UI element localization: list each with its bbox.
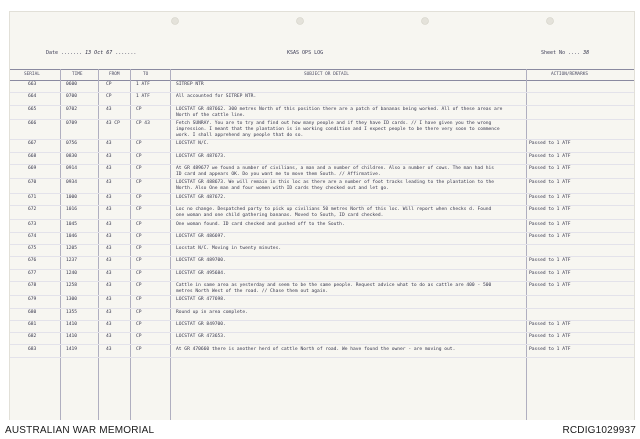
from-cell: 43 (106, 309, 112, 315)
from-cell: CP (106, 94, 112, 100)
from-cell: 43 (106, 207, 112, 213)
from-cell: 43 (106, 194, 112, 200)
time-cell: 0914 (66, 166, 78, 172)
subject-cell (176, 94, 526, 100)
subject-cell (176, 222, 526, 228)
subject-line: North of the cattle line. (176, 112, 246, 118)
from-cell: 43 (106, 106, 112, 112)
serial-cell: 664 (28, 94, 37, 100)
subject-cell (176, 234, 526, 240)
subject-cell (176, 271, 526, 277)
time-cell: 1258 (66, 283, 78, 289)
to-cell: CP 43 (136, 121, 150, 127)
serial-cell: 665 (28, 106, 37, 112)
from-cell: 43 CP (106, 121, 120, 127)
to-cell: CP (136, 221, 142, 227)
log-row (10, 80, 634, 93)
column-action: ACTION/REMARKS (551, 72, 589, 77)
from-cell: 43 (106, 297, 112, 303)
serial-cell: 678 (28, 283, 37, 289)
action-cell: Passed to 1 ATF (529, 180, 571, 186)
to-cell: CP (136, 106, 142, 112)
serial-cell: 682 (28, 334, 37, 340)
log-row (10, 178, 634, 193)
subject-line: LOCSTAT GR 487662. 300 metres North of this position there are a patch of bananas being worked. All of these areas are (176, 106, 503, 112)
time-cell: 1046 (66, 233, 78, 239)
to-cell: CP (136, 270, 142, 276)
footer-record-id: RCDIG1029937 (562, 425, 636, 436)
log-row (10, 232, 634, 245)
time-cell: 1419 (66, 346, 78, 352)
to-cell: CP (136, 246, 142, 252)
punch-holes (10, 12, 634, 32)
subject-line: Cattle in same area as yesterday and seem to be the same people. Request advice what to do as cattle are 400 - 500 (176, 283, 492, 289)
from-cell: 43 (106, 258, 112, 264)
to-cell: CP (136, 194, 142, 200)
action-cell: Passed to 1 ATF (529, 322, 571, 328)
log-row (10, 295, 634, 308)
log-sheet (9, 11, 635, 421)
to-cell: 1 ATF (136, 94, 150, 100)
action-cell: Passed to 1 ATF (529, 166, 571, 172)
action-cell: Passed to 1 ATF (529, 141, 571, 147)
to-cell: CP (136, 233, 142, 239)
action-cell: Passed to 1 ATF (529, 207, 571, 213)
to-cell: CP (136, 283, 142, 289)
subject-cell (176, 334, 526, 340)
time-cell: 1300 (66, 297, 78, 303)
subject-cell (176, 166, 526, 178)
serial-cell: 672 (28, 207, 37, 213)
subject-line: North. Also One man and four women with ID cards they checked out and let go. (176, 186, 389, 192)
subject-line: Fetch SUNRAY. You are to try and find out how many people and if they have ID cards. // I have given you the wrong (176, 121, 492, 127)
serial-cell: 667 (28, 141, 37, 147)
archive-footer (0, 420, 640, 439)
action-cell: Passed to 1 ATF (529, 221, 571, 227)
column-subject: SUBJECT OR DETAIL (304, 72, 349, 77)
subject-cell (176, 246, 526, 252)
column-from: FROM (109, 72, 120, 77)
subject-cell (176, 258, 526, 264)
log-row (10, 332, 634, 345)
serial-cell: 670 (28, 180, 37, 186)
subject-line: Loc no change. Despatched party to pick up civilians 50 metres North of this loc. Will report when checks d. Found (176, 207, 492, 213)
serial-cell: 681 (28, 322, 37, 328)
action-cell: Passed to 1 ATF (529, 346, 571, 352)
from-cell: 43 (106, 346, 112, 352)
subject-line: All accounted for SITREP NTR. (176, 94, 257, 100)
log-row (10, 308, 634, 321)
time-cell: 1355 (66, 309, 78, 315)
subject-cell (176, 207, 526, 219)
subject-cell (176, 297, 526, 303)
subject-line: one woman and one child gathering bananas. Moved to South, ID card checked. (176, 213, 384, 219)
to-cell: CP (136, 346, 142, 352)
serial-cell: 673 (28, 221, 37, 227)
from-cell: 43 (106, 334, 112, 340)
to-cell: CP (136, 141, 142, 147)
sheet-value: 38 (583, 50, 590, 56)
log-row (10, 164, 634, 179)
time-cell: 0702 (66, 106, 78, 112)
subject-cell (176, 195, 526, 201)
log-row (10, 345, 634, 358)
time-cell: 0600 (66, 82, 78, 88)
to-cell: CP (136, 153, 142, 159)
time-cell: 1045 (66, 221, 78, 227)
log-row (10, 92, 634, 105)
subject-cell (176, 180, 526, 192)
subject-line: LOCSTAT GR 473653. (176, 334, 226, 340)
action-cell: Passed to 1 ATF (529, 194, 571, 200)
subject-cell (176, 283, 526, 295)
subject-line: LOCSTAT GR 486697. (176, 233, 226, 239)
from-cell: 43 (106, 221, 112, 227)
time-cell: 1240 (66, 270, 78, 276)
to-cell: CP (136, 322, 142, 328)
serial-cell: 666 (28, 121, 37, 127)
from-cell: 43 (106, 283, 112, 289)
subject-line: LOCSTAT GR 487672. (176, 194, 226, 200)
subject-line: LOCSTAT GR 495684. (176, 270, 226, 276)
from-cell: 43 (106, 153, 112, 159)
serial-cell: 680 (28, 309, 37, 315)
time-cell: 0830 (66, 153, 78, 159)
log-row (10, 193, 634, 206)
to-cell: CP (136, 309, 142, 315)
log-row (10, 269, 634, 282)
to-cell: CP (136, 334, 142, 340)
action-cell: Passed to 1 ATF (529, 153, 571, 159)
to-cell: CP (136, 207, 142, 213)
date-value: 13 Oct 67 (85, 50, 113, 56)
serial-cell: 677 (28, 270, 37, 276)
to-cell: CP (136, 180, 142, 186)
subject-line: LOCSTAT N/C. (176, 141, 210, 147)
log-row (10, 139, 634, 152)
time-cell: 0700 (66, 94, 78, 100)
action-cell: Passed to 1 ATF (529, 334, 571, 340)
from-cell: 43 (106, 270, 112, 276)
action-cell: Passed to 1 ATF (529, 258, 571, 264)
log-row (10, 205, 634, 220)
to-cell: CP (136, 297, 142, 303)
subject-line: LOCSTAT GR 849700. (176, 322, 226, 328)
subject-cell (176, 107, 526, 119)
serial-cell: 663 (28, 82, 37, 88)
subject-line: LOCSTAT GR 487673. (176, 153, 226, 159)
serial-cell: 675 (28, 246, 37, 252)
from-cell: 43 (106, 322, 112, 328)
time-cell: 1237 (66, 258, 78, 264)
time-cell: 1205 (66, 246, 78, 252)
from-cell: 43 (106, 246, 112, 252)
from-cell: CP (106, 82, 112, 88)
log-row (10, 152, 634, 165)
log-row (10, 119, 634, 140)
serial-cell: 669 (28, 166, 37, 172)
from-cell: 43 (106, 233, 112, 239)
subject-line: LOCSTAT GR 477698. (176, 297, 226, 303)
log-row (10, 320, 634, 333)
subject-line: SITREP NTR (176, 82, 204, 88)
subject-cell (176, 322, 526, 328)
footer-institution: AUSTRALIAN WAR MEMORIAL (5, 425, 155, 436)
serial-cell: 671 (28, 194, 37, 200)
subject-line: At GR 489677 we found a number of civilians, a man and a number of children. Also a number of cows. The man had his (176, 166, 495, 172)
subject-line: work. I shall apprehend any people that do so. (176, 133, 304, 138)
subject-line: ID card and appears OK. Do you want me to move them South. // Affirmative. (176, 171, 381, 177)
subject-line: LOCSTAT GR 488673. We will remain in this loc as there are a number of foot tracks leading to the plantation to the (176, 180, 495, 186)
action-cell: Passed to 1 ATF (529, 270, 571, 276)
log-row (10, 281, 634, 296)
subject-line: Round up in area complete. (176, 309, 248, 315)
subject-cell (176, 121, 526, 139)
to-cell: CP (136, 166, 142, 172)
subject-cell (176, 347, 526, 353)
serial-cell: 679 (28, 297, 37, 303)
subject-line: LOCSTAT GR 489700. (176, 258, 226, 264)
time-cell: 1000 (66, 194, 78, 200)
serial-cell: 668 (28, 153, 37, 159)
subject-cell (176, 82, 526, 88)
subject-line: At GR 470660 there is another herd of cattle North of road. We have found the owner - are moving out. (176, 346, 456, 352)
log-row (10, 256, 634, 269)
time-cell: 0934 (66, 180, 78, 186)
subject-cell (176, 154, 526, 160)
log-title: KSAS OPS LOG (287, 50, 324, 56)
time-cell: 1410 (66, 334, 78, 340)
log-row (10, 219, 634, 232)
serial-cell: 674 (28, 233, 37, 239)
log-row (10, 244, 634, 257)
subject-line: One woman found. ID card checked and pushed off to the South. (176, 221, 345, 227)
to-cell: 1 ATF (136, 82, 150, 88)
time-cell: 0709 (66, 121, 78, 127)
from-cell: 43 (106, 141, 112, 147)
subject-cell (176, 310, 526, 316)
time-cell: 1410 (66, 322, 78, 328)
action-cell: Passed to 1 ATF (529, 283, 571, 289)
action-cell: Passed to 1 ATF (529, 233, 571, 239)
subject-line: metres North West of the road. // Chase them out again. (176, 288, 329, 294)
log-row (10, 105, 634, 120)
from-cell: 43 (106, 180, 112, 186)
from-cell: 43 (106, 166, 112, 172)
time-cell: 0756 (66, 141, 78, 147)
sheet-number-field: Sheet No .... 38 (541, 50, 590, 56)
subject-cell (176, 141, 526, 147)
serial-cell: 683 (28, 346, 37, 352)
date-field: Date ....... 13 Oct 67 ....... (46, 50, 137, 56)
column-serial: SERIAL (24, 72, 40, 77)
column-time: TIME (72, 72, 83, 77)
subject-line: Locstat N/C. Moving in twenty minutes. (176, 246, 282, 252)
serial-cell: 676 (28, 258, 37, 264)
subject-line: impression. I meant that the plantation is in working condition and I expect people to be there very soon to commence (176, 127, 500, 133)
sheet-label: Sheet No (541, 50, 566, 56)
time-cell: 1016 (66, 207, 78, 213)
date-label: Date (46, 50, 59, 56)
to-cell: CP (136, 258, 142, 264)
column-to: TO (143, 72, 149, 77)
